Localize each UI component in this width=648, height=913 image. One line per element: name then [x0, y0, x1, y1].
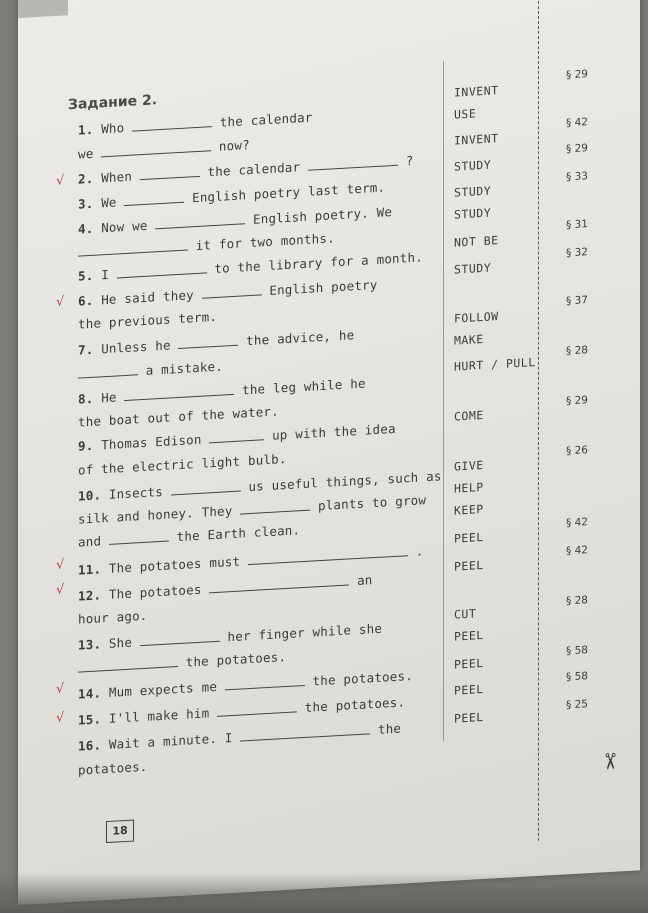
answer-blank[interactable] — [117, 262, 207, 278]
exercise-line — [78, 277, 378, 309]
item-number: 6. — [78, 292, 102, 309]
tick-mark: √ — [56, 582, 65, 598]
answer-blank[interactable] — [101, 140, 211, 157]
section-ref: § 29 — [566, 394, 588, 408]
verb-prompt: GIVE — [454, 457, 484, 474]
item-text: Unless he — [101, 337, 179, 357]
verb-prompt: COME — [454, 407, 484, 424]
item-text: ? — [398, 152, 414, 169]
item-text: The potatoes — [108, 581, 210, 602]
tick-mark: √ — [56, 173, 65, 189]
item-text: When — [101, 168, 140, 186]
item-text: English poetry — [261, 276, 378, 299]
answer-blank[interactable] — [78, 239, 188, 256]
item-text: we — [78, 145, 102, 162]
item-text: to the library for a month. — [206, 249, 423, 277]
answer-blank[interactable] — [240, 500, 310, 515]
exercise-line — [78, 376, 366, 407]
verb-prompt: NOT BE — [454, 233, 499, 250]
verb-prompt: PEEL — [454, 681, 484, 698]
item-text: the — [370, 720, 402, 738]
item-text: potatoes. — [78, 758, 148, 778]
item-text: silk and honey. They — [78, 502, 241, 527]
exercise-line — [78, 230, 335, 259]
tick-mark: √ — [56, 681, 65, 697]
table-edge — [0, 873, 648, 913]
item-text: it for two months. — [195, 230, 335, 254]
item-text: Mum expects me — [108, 678, 225, 700]
section-ref: § 29 — [566, 142, 588, 156]
verb-prompt: STUDY — [454, 260, 492, 277]
item-text: now? — [211, 137, 250, 155]
scissors-icon: ✂ — [596, 751, 622, 772]
item-text: and — [78, 532, 109, 550]
item-number: 16. — [78, 736, 109, 754]
section-ref: § 33 — [566, 170, 588, 184]
answer-blank[interactable] — [171, 481, 241, 496]
item-number: 5. — [78, 267, 102, 284]
answer-blank[interactable] — [240, 723, 370, 741]
item-text: Wait a minute. I — [108, 729, 241, 752]
answer-blank[interactable] — [124, 192, 184, 206]
tick-mark: √ — [56, 710, 65, 726]
exercise-line — [78, 451, 287, 478]
item-text: the previous term. — [78, 308, 218, 332]
item-text: the potatoes. — [297, 694, 406, 716]
answer-blank[interactable] — [132, 116, 212, 131]
answer-blank[interactable] — [248, 545, 408, 565]
answer-blank[interactable] — [202, 284, 262, 298]
item-text: of the electric light bulb. — [78, 450, 287, 478]
item-text: the advice, he — [238, 327, 355, 349]
verb-prompt: USE — [454, 106, 477, 122]
verb-prompt: PEEL — [454, 627, 484, 644]
exercise-line — [78, 309, 217, 332]
item-number: 10. — [78, 486, 109, 504]
exercise-line — [78, 608, 148, 627]
answer-blank[interactable] — [140, 631, 220, 646]
exercise-line — [78, 759, 148, 778]
item-number: 14. — [78, 684, 109, 702]
verb-prompt: INVENT — [454, 131, 499, 148]
exercise-line — [78, 572, 373, 603]
section-ref: § 42 — [566, 516, 588, 530]
verb-prompt: STUDY — [454, 183, 492, 200]
section-ref: § 58 — [566, 670, 588, 684]
exercise-line — [78, 621, 382, 653]
item-text: the boat out of the water. — [78, 403, 279, 430]
section-ref: § 58 — [566, 644, 588, 658]
verb-prompt: STUDY — [454, 157, 492, 174]
item-number: 7. — [78, 341, 102, 358]
tick-mark: √ — [56, 557, 65, 573]
verb-prompt: FOLLOW — [454, 309, 499, 326]
item-text: a mistake. — [145, 358, 223, 378]
answer-blank[interactable] — [209, 429, 264, 443]
exercise-line — [78, 403, 279, 429]
section-ref: § 26 — [566, 444, 588, 458]
verb-prompt: PEEL — [454, 557, 484, 574]
answer-blank[interactable] — [217, 701, 297, 716]
item-text: the potatoes. — [304, 667, 413, 689]
item-number: 2. — [78, 170, 102, 187]
item-text: I'll make him — [108, 704, 218, 726]
answer-blank[interactable] — [225, 675, 305, 690]
answer-blank[interactable] — [140, 166, 200, 180]
item-text: Now we — [101, 217, 156, 236]
answer-blank[interactable] — [209, 574, 349, 593]
item-number: 13. — [78, 635, 109, 653]
item-text: . — [407, 543, 424, 560]
item-text: I — [101, 266, 117, 283]
verb-prompt: HURT / PULL — [454, 355, 536, 374]
item-number: 3. — [78, 195, 102, 212]
verb-prompt: HELP — [454, 479, 484, 496]
exercise-line — [78, 721, 401, 754]
item-number: 1. — [78, 121, 102, 138]
exercise-line — [78, 522, 300, 549]
item-text: up with the idea — [264, 420, 396, 444]
item-number: 11. — [78, 560, 109, 578]
item-text: Thomas Edison — [101, 431, 210, 453]
item-text: her finger while she — [219, 620, 383, 645]
cut-line — [538, 0, 539, 841]
answer-blank[interactable] — [109, 531, 169, 545]
exercise-line — [78, 110, 313, 138]
item-text: Insects — [108, 483, 171, 502]
item-text: the potatoes. — [185, 649, 287, 670]
item-text: hour ago. — [78, 607, 148, 627]
item-text: an — [349, 572, 373, 589]
item-text: English poetry. We — [245, 204, 393, 228]
corner-label — [18, 0, 68, 18]
answer-blank[interactable] — [178, 335, 238, 349]
item-text: She — [108, 634, 140, 651]
verb-prompt: INVENT — [454, 83, 499, 100]
answer-blank[interactable] — [308, 155, 398, 171]
section-ref: § 28 — [566, 344, 588, 358]
column-divider — [443, 61, 444, 741]
verb-prompt: PEEL — [454, 655, 484, 672]
section-ref: § 28 — [566, 594, 588, 608]
exercise-line — [78, 359, 223, 382]
item-number: 15. — [78, 710, 109, 728]
exercise-line — [78, 649, 286, 676]
item-number: 4. — [78, 220, 102, 237]
section-ref: § 32 — [566, 246, 588, 260]
page-number: 18 — [106, 820, 134, 844]
item-text: plants to grow — [310, 492, 427, 514]
section-ref: § 29 — [566, 68, 588, 82]
item-text: He said they — [101, 286, 202, 308]
tick-mark: √ — [56, 294, 65, 310]
section-ref: § 25 — [566, 698, 588, 712]
item-text: the calendar — [199, 158, 308, 180]
item-text: English poetry last term. — [184, 179, 386, 206]
verb-prompt: CUT — [454, 606, 477, 622]
answer-blank[interactable] — [155, 213, 245, 229]
item-text: us useful things, such as — [240, 468, 442, 495]
item-text: He — [101, 389, 125, 406]
item-number: 8. — [78, 390, 102, 407]
exercise-line — [78, 137, 250, 162]
exercise-line — [78, 327, 354, 357]
item-text: the leg while he — [234, 375, 366, 398]
verb-prompt: MAKE — [454, 331, 484, 348]
answer-blank[interactable] — [124, 384, 234, 401]
section-ref: § 31 — [566, 218, 588, 232]
verb-prompt: STUDY — [454, 205, 492, 222]
exercise-title: Задание 2. — [68, 92, 158, 114]
item-text: We — [101, 194, 125, 211]
section-ref: § 37 — [566, 294, 588, 308]
item-number: 12. — [78, 586, 109, 604]
item-text: the calendar — [212, 109, 313, 131]
item-text: The potatoes must — [108, 553, 248, 576]
workbook-page — [18, 0, 640, 905]
section-ref: § 42 — [566, 544, 588, 558]
section-ref: § 42 — [566, 116, 588, 130]
verb-prompt: PEEL — [454, 709, 484, 726]
item-number: 9. — [78, 437, 102, 454]
verb-prompt: PEEL — [454, 529, 484, 546]
verb-prompt: KEEP — [454, 501, 484, 518]
answer-blank[interactable] — [78, 364, 138, 378]
item-text: the Earth clean. — [168, 522, 301, 545]
answer-blank[interactable] — [78, 656, 178, 673]
item-text: Who — [101, 119, 133, 137]
